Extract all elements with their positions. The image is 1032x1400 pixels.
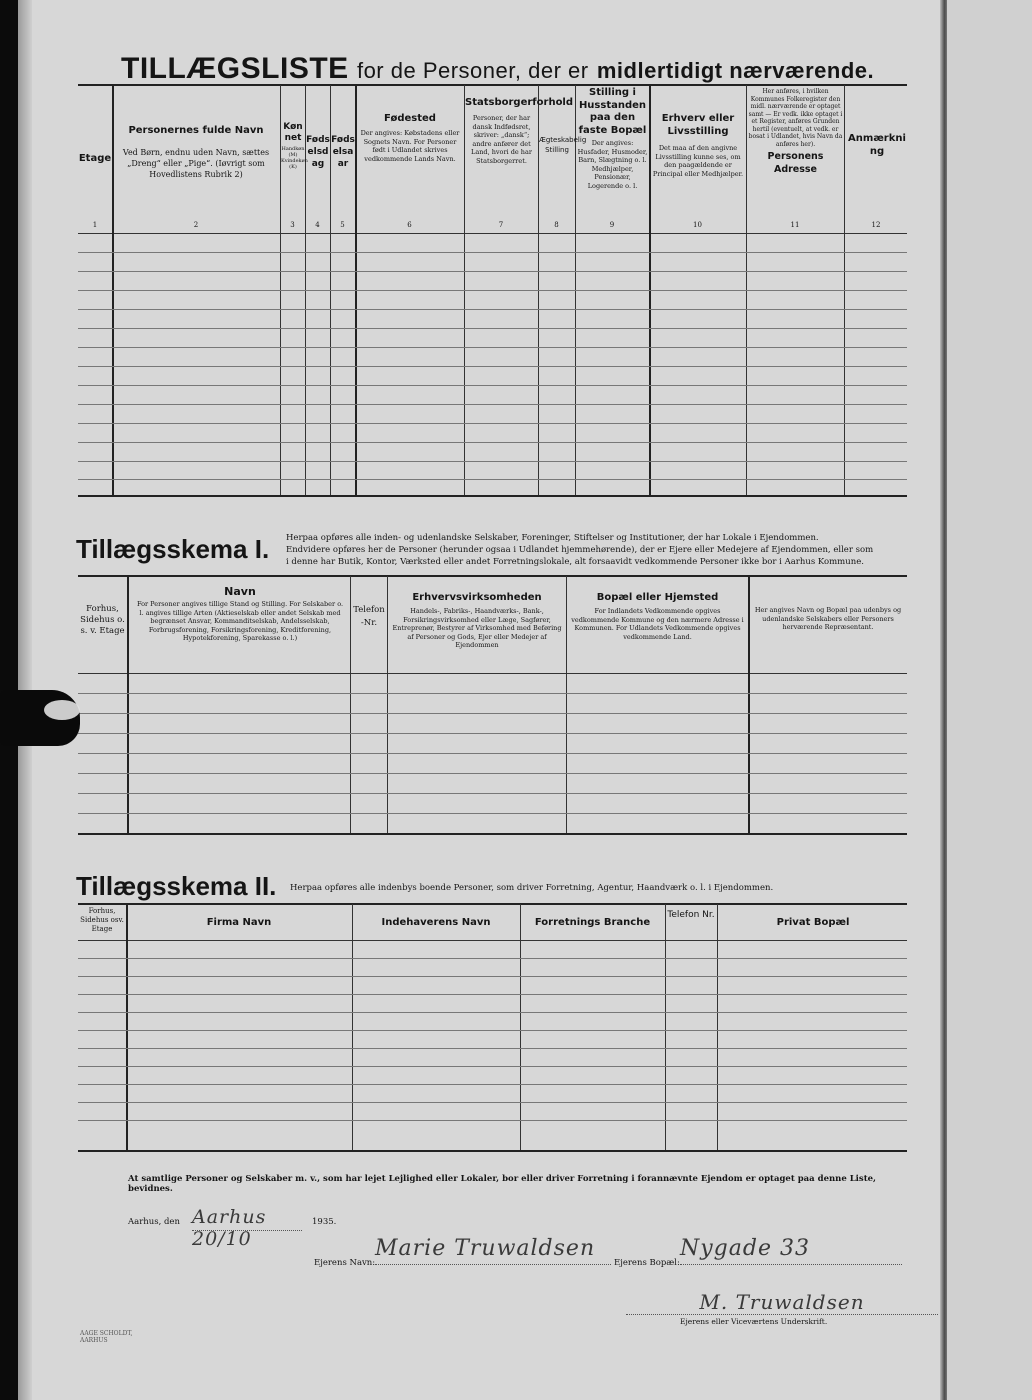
- skema1-col-telefon: Telefon-Nr.: [353, 605, 385, 628]
- table-row[interactable]: [78, 793, 907, 794]
- table-row[interactable]: [78, 404, 907, 405]
- next-page: [947, 0, 1032, 1400]
- table-row[interactable]: [78, 290, 907, 291]
- owner-address-label: Ejerens Bopæl:: [614, 1258, 680, 1268]
- col-stilling: Stilling i Husstanden paa den faste Bopæl Der angives: Husfader, Husmoder, Barn, Slægtning o. l. Medhjælper, Pensionær, Logerende o. l.: [577, 87, 648, 190]
- col-foedselsaar: Fødselsaar: [331, 135, 355, 169]
- owner-address-field[interactable]: Nygade 33: [680, 1236, 902, 1265]
- skema1-col-erhverv: Erhvervsvirksomheden Handels-, Fabriks-, Haandværks-, Bank-, Forsikringsvirksomhed eller Læge, Sagfører, Entreprenør, Bestyrer af Virksomhed med Beføring af Personer og Gods, Ejer eller Medejer af Ejendommen: [392, 592, 562, 649]
- table-row[interactable]: [78, 1066, 907, 1067]
- date-field[interactable]: Aarhus 20/10: [192, 1206, 302, 1231]
- tillaegsliste-title: TILLÆGSLISTE for de Personer, der er midlertidigt nærværende.: [121, 52, 875, 85]
- col-aegteskab: Ægteskabelig Stilling: [539, 136, 587, 154]
- attestation-text: At samtlige Personer og Selskaber m. v., som har lejet Lejlighed eller Lokaler, bor eller driver Forretning i forannævnte Ejendom er optaget paa denne Liste, bevidnes.: [128, 1174, 876, 1194]
- col-adresse: Her anføres, i hvilken Kommunes Folkeregister den midl. nærværende er optaget samt — Er vedk. ikke optaget i et Register, anføres Grunden hertil (eventuelt, at vedk. er bosat i Udlandet, hvis Navn da anføres her). Personens Adresse: [748, 88, 843, 175]
- col-navn: Personernes fulde Navn Ved Børn, endnu uden Navn, sættes „Dreng“ eller „Pige“. (Iøvrigt som Hovedlistens Rubrik 2): [122, 125, 270, 179]
- col-anmaerkning: Anmærkning: [848, 133, 906, 157]
- table-row[interactable]: [78, 328, 907, 329]
- skema2-intro: Herpaa opføres alle indenbys boende Personer, som driver Forretning, Agentur, Haandværk o. l. i Ejendommen.: [290, 883, 774, 893]
- col-koennet: Kønnet Handkøn (M) Kvindekøn (K): [281, 122, 308, 170]
- col-erhverv: Erhverv eller Livsstilling Det maa af den angivne Livsstilling kunne ses, om den paagældende er Principal eller Medhjælper.: [652, 113, 744, 178]
- table-row[interactable]: [78, 1102, 907, 1103]
- table-row[interactable]: [78, 347, 907, 348]
- skema1-intro: Herpaa opføres alle inden- og udenlandske Selskaber, Foreninger, Stiftelser og Institutioner, der har Lokale i Ejendommen. Endvidere opføres her de Personer (herunder ogsaa i Udlandet hjemmehørende), der er Ejere eller Medejere af Ejendommen, eller som i denne har Butik, Kontor, Værksted eller andet Forretningslokale, alt forsaavidt vedkommende Personer ikke bor i Aarhus Kommune.: [286, 533, 874, 567]
- table-row[interactable]: [78, 385, 907, 386]
- table-row[interactable]: [78, 309, 907, 310]
- owner-name-label: Ejerens Navn:: [314, 1258, 376, 1268]
- table-row[interactable]: [78, 1120, 907, 1121]
- table-row[interactable]: [78, 693, 907, 694]
- table-row[interactable]: [78, 733, 907, 734]
- year: 1935.: [312, 1217, 337, 1227]
- table-row[interactable]: [78, 1084, 907, 1085]
- signature-field[interactable]: M. Truwaldsen: [626, 1290, 938, 1315]
- table-row[interactable]: [78, 773, 907, 774]
- skema1-col-etage: Forhus, Sidehus o. s. v. Etage: [80, 604, 125, 636]
- table-row[interactable]: [78, 976, 907, 977]
- skema2-col-etage: Forhus, Sidehus osv. Etage: [80, 907, 124, 933]
- printer-mark: AAGE SCHOLDT, AARHUS: [80, 1330, 133, 1344]
- table-row[interactable]: [78, 813, 907, 814]
- table-row[interactable]: [78, 271, 907, 272]
- table-row[interactable]: [78, 442, 907, 443]
- skema2-col-indehaver: Indehaverens Navn: [381, 917, 491, 928]
- signature-label: Ejerens eller Viceværtens Underskrift.: [680, 1317, 828, 1326]
- table-row[interactable]: [78, 753, 907, 754]
- table-row[interactable]: [78, 713, 907, 714]
- skema1-title: Tillægsskema I.: [76, 534, 270, 564]
- skema1-col-navn: Navn For Personer angives tillige Stand og Stilling. For Selskaber o. l. angives tillige Arten (Aktieselskab eller andet Selskab med begrænset Ansvar, Kommanditselskab, Andelsselskab, Forbrugsforening, Forsikringsforening, Kreditforening, Hypotekforening, Sparekasse o. l.): [136, 585, 344, 642]
- binder-clip-highlight: [44, 700, 80, 720]
- owner-name-field[interactable]: Marie Truwaldsen: [375, 1236, 611, 1265]
- table-row[interactable]: [78, 461, 907, 462]
- skema2-col-bopael: Privat Bopæl: [776, 917, 850, 928]
- table-row[interactable]: [78, 366, 907, 367]
- col-etage: Etage: [78, 153, 112, 164]
- table-row[interactable]: [78, 423, 907, 424]
- table-row[interactable]: [78, 994, 907, 995]
- col-statsborger: Statsborgerforhold Personer, der har dansk Indfødsret, skriver: „dansk“; andre anfører det Land, hvori de har Statsborgerret.: [465, 97, 574, 165]
- skema2-title: Tillægsskema II.: [76, 871, 277, 901]
- place-label: Aarhus, den: [128, 1217, 180, 1227]
- table-row[interactable]: [78, 1030, 907, 1031]
- table-row[interactable]: [78, 1012, 907, 1013]
- table-row[interactable]: [78, 252, 907, 253]
- table-row[interactable]: [78, 1048, 907, 1049]
- table-row[interactable]: [78, 958, 907, 959]
- skema1-col-bopael: Bopæl eller Hjemsted For Indlandets Vedkommende opgives vedkommende Kommune og den nærmere Adresse i Kommunen. For Udlandets Vedkommende opgives vedkommende Land.: [571, 592, 744, 641]
- skema2-col-firma: Firma Navn: [206, 917, 272, 928]
- skema2-col-telefon: Telefon Nr.: [667, 910, 715, 920]
- table-row[interactable]: [78, 479, 907, 480]
- skema1-col-repraesentant: Her angives Navn og Bopæl paa udenbys og udenlandske Selskabers eller Personers herværende Repræsentant.: [754, 606, 902, 631]
- col-foedselsdag: Fødselsdag: [306, 135, 330, 169]
- col-foedested: Fødested Der angives: Købstadens eller Sognets Navn. For Personer født i Udlandet skrives vedkommende Lands Navn.: [360, 113, 460, 163]
- skema2-col-branche: Forretnings Branche: [534, 917, 651, 928]
